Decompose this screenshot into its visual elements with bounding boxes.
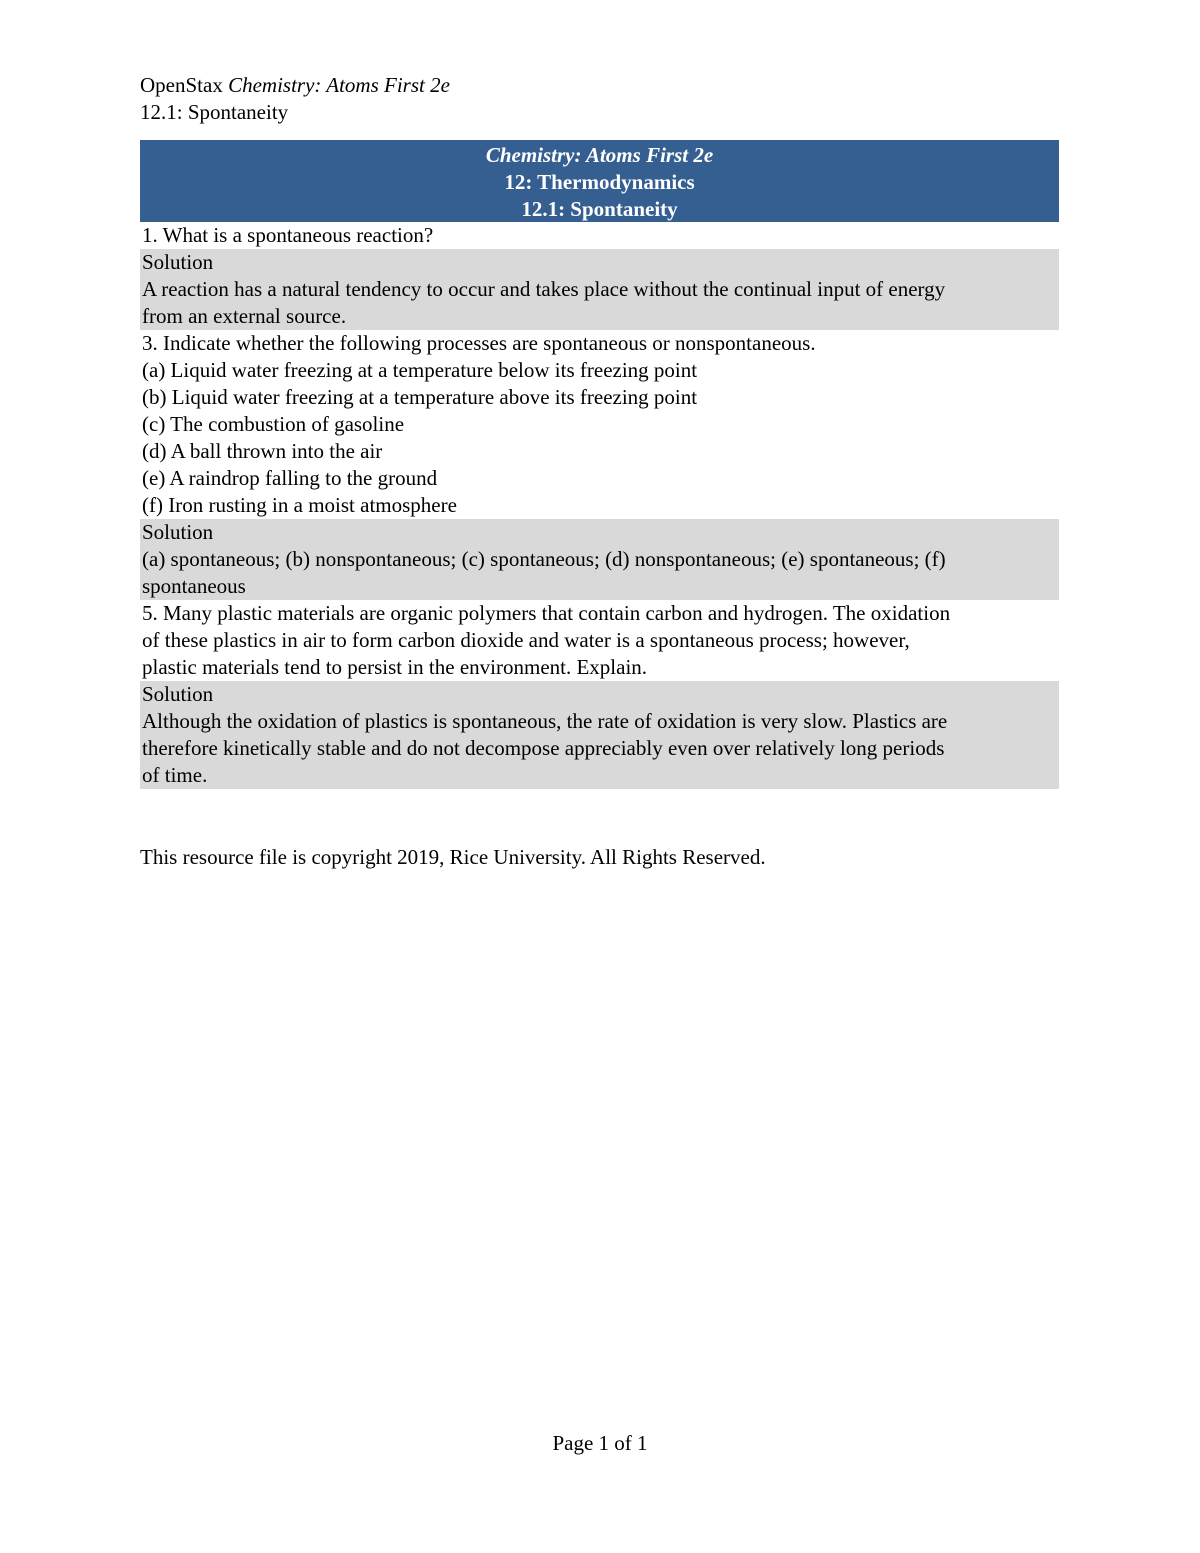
question-line: of these plastics in air to form carbon dioxide and water is a spontaneous process; however,: [142, 628, 910, 652]
solution-line: of time.: [142, 763, 208, 787]
question-line: (a) Liquid water freezing at a temperature below its freezing point: [142, 358, 698, 382]
question-line: (f) Iron rusting in a moist atmosphere: [142, 493, 457, 517]
solution-line: (a) spontaneous; (b) nonspontaneous; (c) spontaneous; (d) nonspontaneous; (e) spontaneous; (f): [142, 547, 946, 571]
solution-line: therefore kinetically stable and do not decompose appreciably even over relatively long periods: [142, 736, 945, 760]
question-line: 5. Many plastic materials are organic polymers that contain carbon and hydrogen. The oxidation: [142, 601, 951, 625]
question-line: (d) A ball thrown into the air: [142, 439, 383, 463]
solution-label: Solution: [142, 250, 214, 274]
question-line: 1. What is a spontaneous reaction?: [142, 223, 434, 247]
banner-chapter: 12: Thermodynamics: [504, 170, 695, 194]
book-title: Chemistry: Atoms First 2e: [228, 73, 450, 97]
banner-section: 12.1: Spontaneity: [521, 197, 678, 221]
banner-book-title: Chemistry: Atoms First 2e: [485, 143, 714, 167]
header-title-line: [140, 72, 450, 99]
solution-line: A reaction has a natural tendency to occur and takes place without the continual input of energy: [142, 277, 946, 301]
question-line: 3. Indicate whether the following processes are spontaneous or nonspontaneous.: [142, 331, 816, 355]
copyright-notice: This resource file is copyright 2019, Rice University. All Rights Reserved.: [140, 845, 766, 869]
solution-label: Solution: [142, 682, 214, 706]
question-1: [140, 222, 1059, 249]
question-5: [140, 600, 1059, 681]
solution-line: Although the oxidation of plastics is spontaneous, the rate of oxidation is very slow. Plastics are: [142, 709, 948, 733]
solution-line: from an external source.: [142, 304, 347, 328]
publisher-name: OpenStax: [140, 73, 223, 97]
question-3: [140, 330, 1059, 519]
question-line: plastic materials tend to persist in the environment. Explain.: [142, 655, 648, 679]
question-line: (b) Liquid water freezing at a temperature above its freezing point: [142, 385, 698, 409]
page-number: Page 1 of 1: [552, 1431, 648, 1455]
problem-table: [140, 140, 1059, 789]
question-line: (c) The combustion of gasoline: [142, 412, 405, 436]
document-header: [140, 72, 450, 126]
solution-line: spontaneous: [142, 574, 246, 598]
question-line: (e) A raindrop falling to the ground: [142, 466, 438, 490]
title-banner: [140, 140, 1059, 222]
solution-5: [140, 681, 1059, 789]
header-section: 12.1: Spontaneity: [140, 100, 289, 124]
solution-3: [140, 519, 1059, 600]
solution-label: Solution: [142, 520, 214, 544]
solution-1: [140, 249, 1059, 330]
